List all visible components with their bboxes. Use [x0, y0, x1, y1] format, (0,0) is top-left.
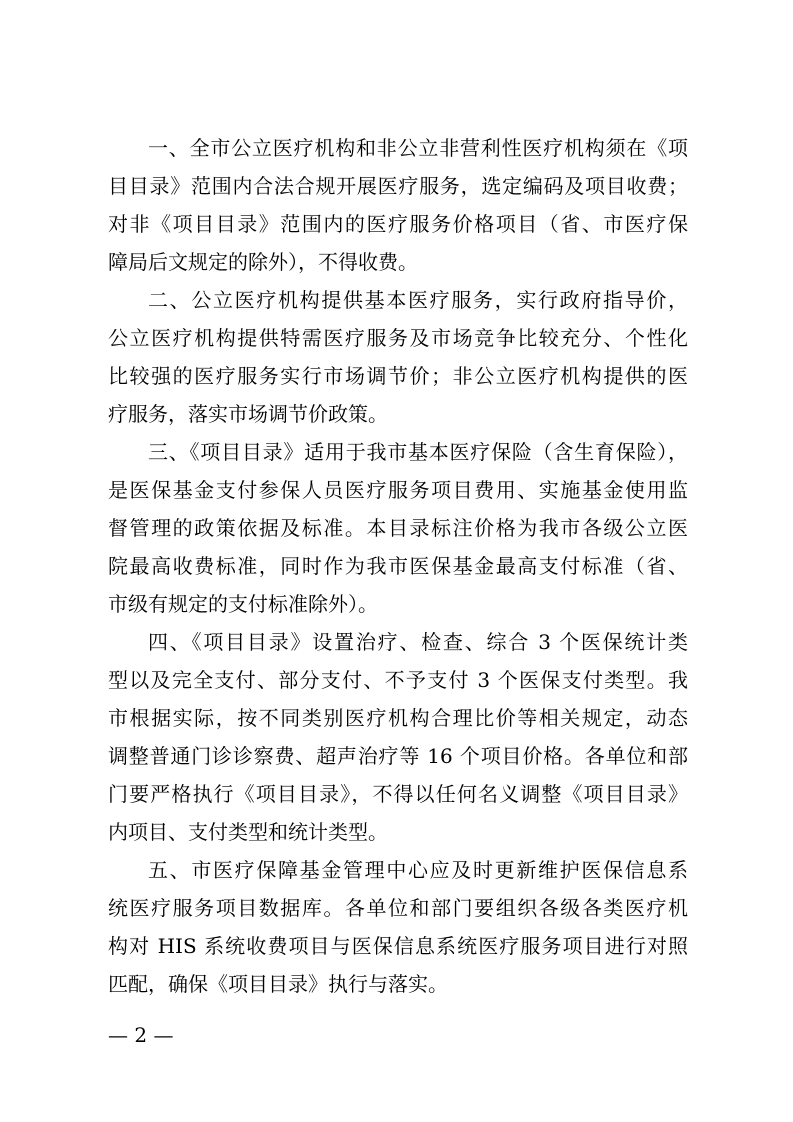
- paragraph-5: [108, 851, 688, 1003]
- paragraph-3: [108, 433, 688, 623]
- text-line: 障局后文规定的除外），不得收费。: [108, 250, 418, 274]
- text-line: 目目录》范围内合法合规开展医疗服务，选定编码及项目收费；: [108, 174, 688, 198]
- text-line: 调整普通门诊诊察费、超声治疗等 16 个项目价格。各单位和部: [108, 744, 688, 768]
- text-line: 构对 HIS 系统收费项目与医保信息系统医疗服务项目进行对照: [108, 934, 688, 958]
- text-line: 督管理的政策依据及标准。本目录标注价格为我市各级公立医: [108, 516, 688, 540]
- text-line: 五、市医疗保障基金管理中心应及时更新维护医保信息系: [148, 858, 688, 882]
- text-line: 院最高收费标准，同时作为我市医保基金最高支付标准（省、: [108, 554, 688, 578]
- text-line: 内项目、支付类型和统计类型。: [108, 820, 388, 844]
- text-line: 公立医疗机构提供特需医疗服务及市场竞争比较充分、个性化: [108, 326, 688, 350]
- text-line: 市根据实际，按不同类别医疗机构合理比价等相关规定，动态: [108, 706, 688, 730]
- document-body: [108, 129, 688, 1003]
- text-line: 比较强的医疗服务实行市场调节价；非公立医疗机构提供的医: [108, 364, 688, 388]
- text-line: 是医保基金支付参保人员医疗服务项目费用、实施基金使用监: [108, 478, 688, 502]
- text-line: 三、《项目目录》适用于我市基本医疗保险（含生育保险），: [148, 440, 688, 464]
- paragraph-1: [108, 129, 688, 281]
- paragraph-2: [108, 281, 688, 433]
- text-line: 匹配，确保《项目目录》执行与落实。: [108, 972, 448, 996]
- text-line: 对非《项目目录》范围内的医疗服务价格项目（省、市医疗保: [108, 212, 688, 236]
- text-line: 二、公立医疗机构提供基本医疗服务，实行政府指导价，: [148, 288, 688, 312]
- paragraph-4: [108, 623, 688, 851]
- text-line: 门要严格执行《项目目录》，不得以任何名义调整《项目目录》: [108, 782, 688, 806]
- text-line: 市级有规定的支付标准除外）。: [108, 592, 378, 616]
- text-line: 四、《项目目录》设置治疗、检查、综合 3 个医保统计类: [148, 630, 688, 654]
- text-line: 一、全市公立医疗机构和非公立非营利性医疗机构须在《项: [148, 136, 688, 160]
- text-line: 统医疗服务项目数据库。各单位和部门要组织各级各类医疗机: [108, 896, 688, 920]
- text-line: 型以及完全支付、部分支付、不予支付 3 个医保支付类型。我: [108, 668, 688, 692]
- text-line: 疗服务，落实市场调节价政策。: [108, 402, 388, 426]
- page-number: — 2 —: [108, 1023, 174, 1047]
